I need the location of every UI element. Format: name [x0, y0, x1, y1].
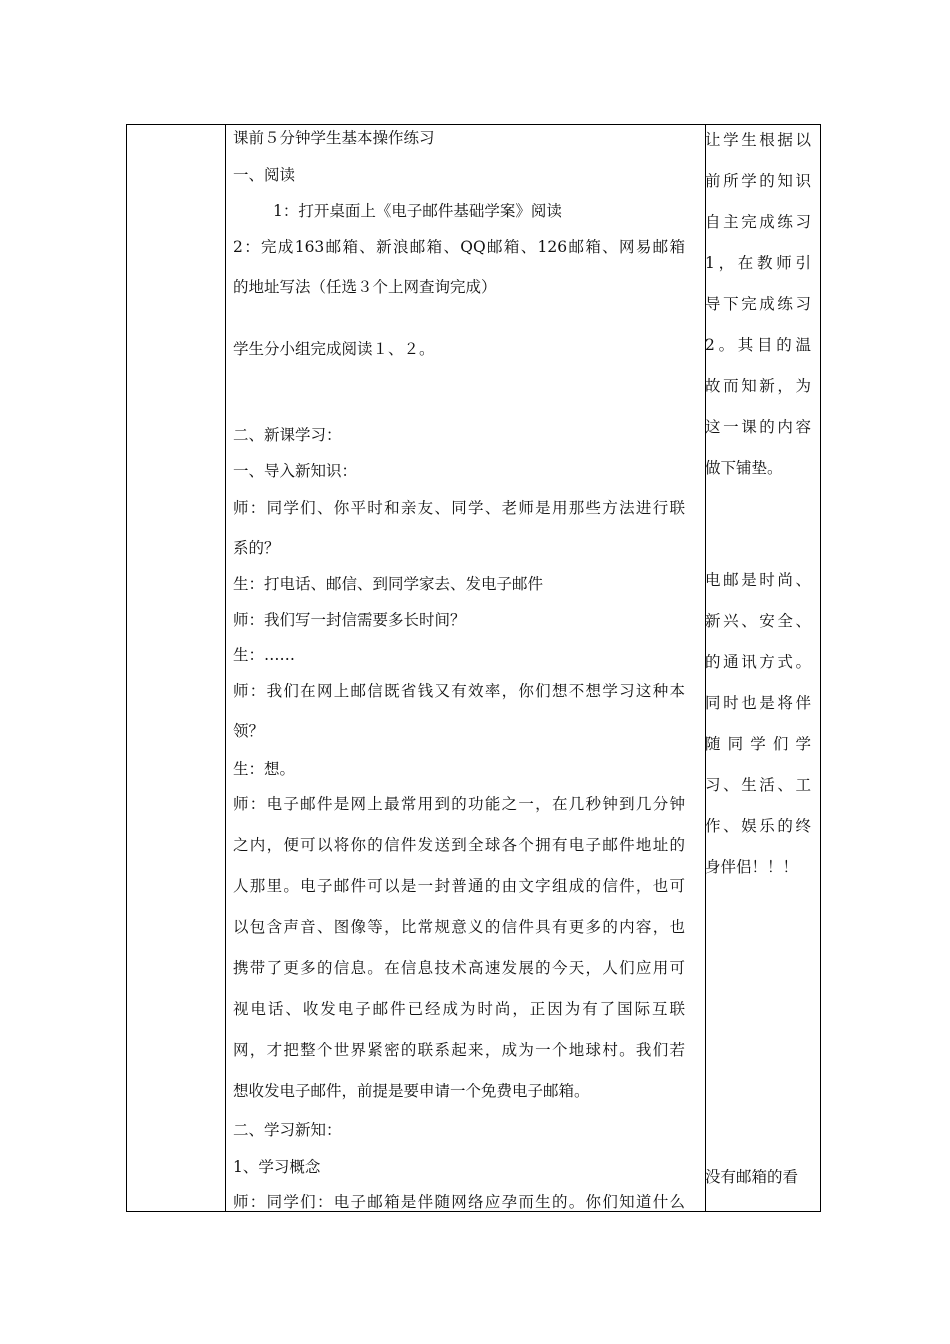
dialogue-line: 生：想。 — [233, 760, 296, 778]
note-line: 新兴、安全、 — [705, 612, 811, 630]
note-line: 1，在教师引 — [705, 254, 811, 272]
dialogue-line: 师：我们写一封信需要多长时间？ — [233, 611, 466, 629]
note-line: 自主完成练习 — [705, 213, 811, 231]
learn-heading: 二、学习新知： — [233, 1121, 342, 1139]
dialogue-line: 之内，便可以将你的信件发送到全球各个拥有电子邮件地址的 — [233, 836, 685, 854]
note-line: 故而知新，为 — [705, 377, 811, 395]
dialogue-line: 视电话、收发电子邮件已经成为时尚，正因为有了国际互联 — [233, 1000, 685, 1018]
dialogue-line: 生：…… — [233, 646, 296, 664]
concept-heading: 1、学习概念 — [233, 1158, 321, 1176]
note-line: 习、生活、工 — [705, 776, 811, 794]
lesson-table — [126, 124, 821, 1212]
left-column — [127, 125, 225, 1211]
dialogue-line: 网，才把整个世界紧密的联系起来，成为一个地球村。我们若 — [233, 1041, 685, 1059]
dialogue-line: 携带了更多的信息。在信息技术高速发展的今天，人们应用可 — [233, 959, 685, 977]
dialogue-line: 师：我们在网上邮信既省钱又有效率，你们想不想学习这种本 — [233, 682, 685, 700]
note-line: 身伴侣！！！ — [705, 858, 799, 876]
note-line: 导下完成练习 — [705, 295, 811, 313]
dialogue-line: 以包含声音、图像等，比常规意义的信件具有更多的内容，也 — [233, 918, 685, 936]
reading-item-2: 2：完成163邮箱、新浪邮箱、QQ邮箱、126邮箱、网易邮箱 — [233, 238, 685, 256]
warmup-title: 课前５分钟学生基本操作练习 — [233, 129, 435, 147]
group-note: 学生分小组完成阅读１、２。 — [233, 340, 435, 358]
new-lesson-heading: 二、新课学习： — [233, 426, 342, 444]
note-line: 作、娱乐的终 — [705, 817, 811, 835]
note-line: 让学生根据以 — [705, 131, 811, 149]
dialogue-line: 师：同学们、你平时和亲友、同学、老师是用那些方法进行联 — [233, 499, 685, 517]
dialogue-line: 生：打电话、邮信、到同学家去、发电子邮件 — [233, 575, 544, 593]
note-line: 没有邮箱的看 — [705, 1168, 799, 1186]
note-line: 的通讯方式。 — [705, 653, 811, 671]
note-line: 同时也是将伴 — [705, 694, 811, 712]
dialogue-line: 领？ — [233, 722, 265, 740]
dialogue-line: 想收发电子邮件，前提是要申请一个免费电子邮箱。 — [233, 1082, 590, 1100]
concept-line: 师：同学们：电子邮箱是伴随网络应孕而生的。你们知道什么 — [233, 1193, 685, 1211]
note-line: 2。其目的温 — [705, 336, 811, 354]
note-line: 前所学的知识 — [705, 172, 811, 190]
note-line: 随同学们学 — [705, 735, 811, 753]
column-divider-left — [225, 125, 226, 1211]
note-line: 电邮是时尚、 — [705, 571, 811, 589]
note-line: 做下铺垫。 — [705, 459, 783, 477]
reading-item-2-cont: 的地址写法（任选３个上网查询完成） — [233, 278, 497, 296]
dialogue-line: 师：电子邮件是网上最常用到的功能之一，在几秒钟到几分钟 — [233, 795, 685, 813]
note-line: 这一课的内容 — [705, 418, 811, 436]
dialogue-line: 系的？ — [233, 539, 280, 557]
intro-heading: 一、导入新知识： — [233, 462, 358, 480]
reading-heading: 一、阅读 — [233, 166, 296, 184]
reading-item-1: 1：打开桌面上《电子邮件基础学案》阅读 — [273, 202, 562, 220]
dialogue-line: 人那里。电子邮件可以是一封普通的由文字组成的信件，也可 — [233, 877, 685, 895]
